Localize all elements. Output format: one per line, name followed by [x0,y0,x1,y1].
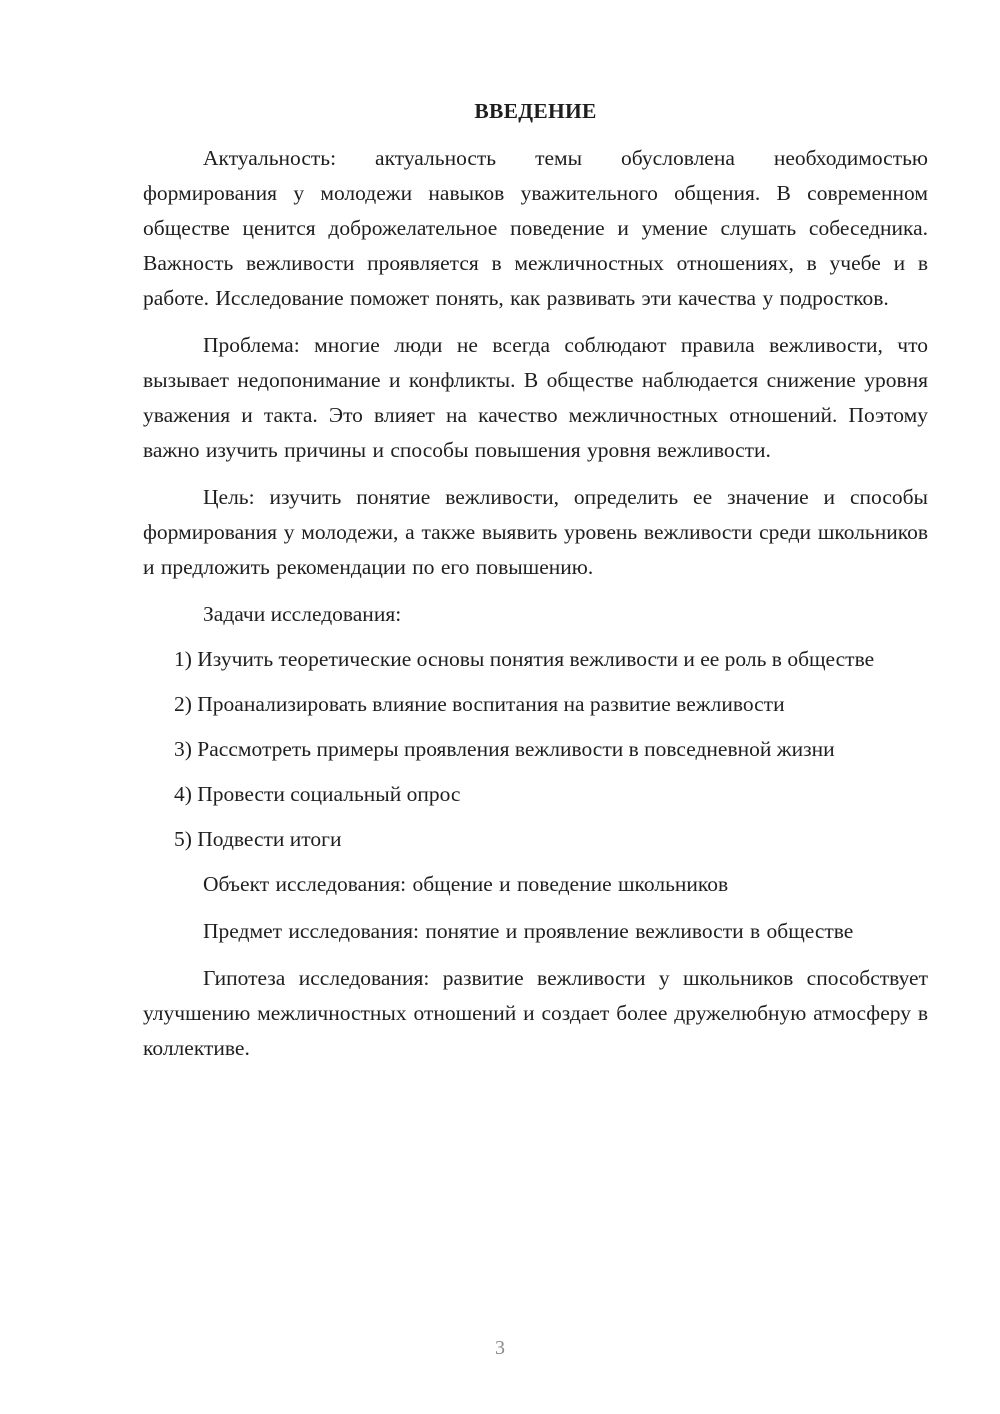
task-item-1: 1) Изучить теоретические основы понятия вежливости и ее роль в обществе [174,647,875,671]
goal-paragraph: Цель: изучить понятие вежливости, определить ее значение и способы формирования у молодежи, а также выявить уровень вежливости среди школьников и предложить рекомендации по его повышению. [143,485,928,579]
problem-paragraph: Проблема: многие люди не всегда соблюдают правила вежливости, что вызывает недопонимание и конфликты. В обществе наблюдается снижение уровня уважения и такта. Это влияет на качество межличностных отношений. Поэтому важно изучить причины и способы повышения уровня вежливости. [143,333,928,462]
page-number: 3 [495,1337,505,1359]
task-item-2: 2) Проанализировать влияние воспитания на развитие вежливости [174,692,785,716]
task-item-5: 5) Подвести итоги [174,827,342,851]
page-title: ВВЕДЕНИЕ [474,99,597,123]
hypothesis-paragraph: Гипотеза исследования: развитие вежливости у школьников способствует улучшению межличностных отношений и создает более дружелюбную атмосферу в коллективе. [143,966,928,1060]
page-content [143,94,928,1078]
task-item-4: 4) Провести социальный опрос [174,782,461,806]
object-paragraph: Объект исследования: общение и поведение школьников [203,872,729,896]
tasks-heading: Задачи исследования: [203,602,402,626]
subject-paragraph: Предмет исследования: понятие и проявление вежливости в обществе [203,919,854,943]
relevance-paragraph: Актуальность: актуальность темы обусловлена необходимостью формирования у молодежи навыков уважительного общения. В современном обществе ценится доброжелательное поведение и умение слушать собеседника. Важность вежливости проявляется в межличностных отношениях, в учебе и в работе. Исследование поможет понять, как развивать эти качества у подростков. [143,146,928,310]
task-item-3: 3) Рассмотреть примеры проявления вежливости в повседневной жизни [174,737,835,761]
